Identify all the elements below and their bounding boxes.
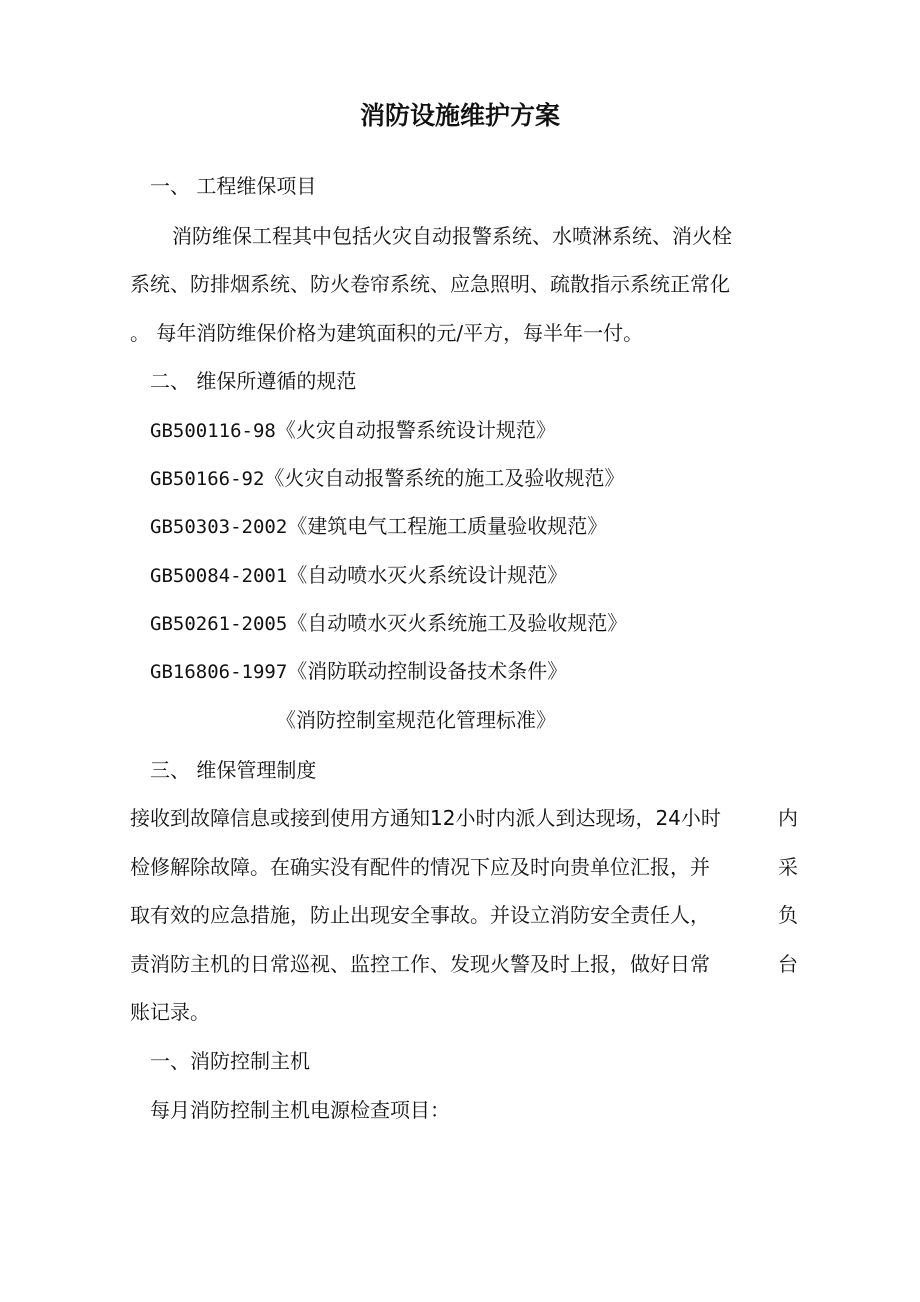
paragraph-line xyxy=(130,950,798,978)
line-tail: 台 xyxy=(778,952,798,976)
standard-item xyxy=(150,657,567,686)
standard-name: 《建筑电气工程施工质量验收规范》 xyxy=(287,514,608,538)
line-text: 责消防主机的日常巡视、监控工作、发现火警及时上报，做好日常 xyxy=(130,952,710,976)
line-text: 取有效的应急措施，防止出现安全事故。并设立消防安全责任人， xyxy=(130,903,710,927)
paragraph-line: 账记录。 xyxy=(130,1000,210,1024)
paragraph-line: 。 每年消防维保价格为建筑面积的元/平方，每半年一付。 xyxy=(130,321,644,345)
paragraph-line xyxy=(130,853,798,881)
standard-name: 《自动喷水灭火系统施工及验收规范》 xyxy=(287,611,628,635)
paragraph-line xyxy=(130,804,798,832)
line-text: 接收到故障信息或接到使用方通知12小时内派人到达现场，24小时 xyxy=(130,806,721,830)
document-title: 消防设施维护方案 xyxy=(359,101,560,130)
standard-code: GB16806-1997 xyxy=(150,661,288,683)
standard-item xyxy=(150,561,567,590)
line-text: 检修解除故障。在确实没有配件的情况下应及时向贵单位汇报，并 xyxy=(130,855,710,879)
standard-code: GB50166-92 xyxy=(150,468,265,490)
standard-code: GB50303-2002 xyxy=(150,516,288,538)
standard-name: 《火灾自动报警系统的施工及验收规范》 xyxy=(264,466,625,490)
standard-item xyxy=(150,416,556,445)
standard-item xyxy=(150,609,627,638)
line-tail: 负 xyxy=(778,903,798,927)
standard-name: 《自动喷水灭火系统设计规范》 xyxy=(287,563,568,587)
section-heading-standards: 二、 维保所遵循的规范 xyxy=(150,369,357,393)
section-heading-management-system: 三、 维保管理制度 xyxy=(150,758,317,782)
standard-item xyxy=(150,464,624,493)
standard-name: 《消防联动控制设备技术条件》 xyxy=(287,659,568,683)
paragraph-line: 系统、防排烟系统、防火卷帘系统、应急照明、疏散指示系统正常化 xyxy=(130,272,730,296)
standard-item xyxy=(276,706,556,734)
standard-name: 《火灾自动报警系统设计规范》 xyxy=(275,418,556,442)
section-heading-fire-control-host: 一、消防控制主机 xyxy=(150,1049,310,1073)
line-tail: 内 xyxy=(778,806,798,830)
paragraph-line: 每月消防控制主机电源检查项目： xyxy=(150,1098,450,1122)
standard-item xyxy=(150,512,607,541)
paragraph-line: 消防维保工程其中包括火灾自动报警系统、水喷淋系统、消火栓 xyxy=(172,224,732,248)
line-tail: 采 xyxy=(778,855,798,879)
standard-code: GB50084-2001 xyxy=(150,565,288,587)
standard-code: GB500116-98 xyxy=(150,420,276,442)
standard-name: 《消防控制室规范化管理标准》 xyxy=(276,708,556,732)
paragraph-line xyxy=(130,901,798,929)
section-heading-maintenance-items: 一、 工程维保项目 xyxy=(150,174,317,198)
standard-code: GB50261-2005 xyxy=(150,613,288,635)
